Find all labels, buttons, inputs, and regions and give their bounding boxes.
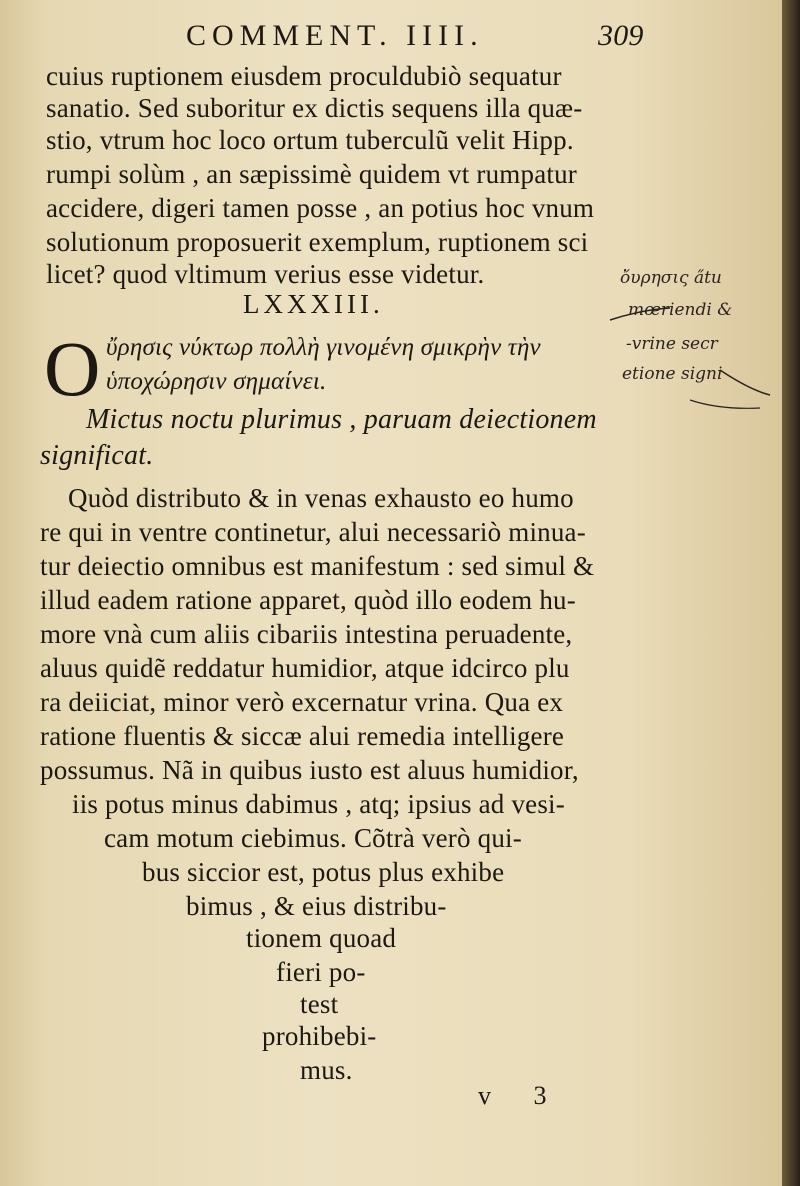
greek-text-line: ὑποχώρησιν σημαίνει. (106, 368, 327, 395)
commentary-line: fieri po- (276, 957, 366, 987)
text-line: sanatio. Sed suboritur ex dictis sequens illa quæ- (46, 93, 583, 123)
commentary-line: ratione fluentis & siccæ alui remedia intelligere (40, 721, 565, 751)
marginal-bracket (600, 280, 782, 420)
commentary-line: iis potus minus dabimus , atq; ipsius ad vesi- (72, 789, 565, 819)
signature-mark: v 3 (478, 1081, 565, 1110)
commentary-line: bus siccior est, potus plus exhibe (142, 857, 505, 887)
marginal-note: mœriendi & (628, 300, 733, 320)
text-line: cuius ruptionem eiusdem proculdubiò sequatur (46, 61, 562, 91)
greek-text-line: ὔρησις νύκτωρ πολλὴ γινομένη σμικρὴν τὴν (106, 334, 541, 361)
book-binding-edge (782, 0, 800, 1186)
commentary-line: ra deiiciat, minor verò excernatur vrina. Qua ex (40, 687, 564, 717)
aphorism-number: LXXXIII. (243, 289, 384, 319)
commentary-line: mus. (300, 1055, 353, 1085)
commentary-line: Quòd distributo & in venas exhausto eo humo (68, 483, 574, 513)
latin-aphorism-line: significat. (40, 440, 154, 471)
commentary-line: test (300, 989, 339, 1019)
drop-cap: O (44, 325, 101, 412)
commentary-line: tionem quoad (246, 923, 397, 953)
text-line: solutionum proposuerit exemplum, ruptionem sci (46, 227, 589, 257)
folio-number: 309 (598, 19, 644, 52)
commentary-line: bimus , & eius distribu- (186, 891, 447, 921)
latin-aphorism-line: Mictus noctu plurimus , paruam deiectionem (86, 404, 597, 435)
commentary-line: aluus quidẽ reddatur humidior, atque idcirco plu (40, 653, 570, 683)
commentary-line: tur deiectio omnibus est manifestum : sed simul & (40, 551, 595, 581)
text-line: accidere, digeri tamen posse , an potius hoc vnum (46, 193, 595, 223)
marginal-note: etione signi (622, 364, 723, 384)
commentary-line: possumus. Nã in quibus iusto est aluus humidior, (40, 755, 579, 785)
marginal-note: ὄυρησις a̋tu (620, 268, 722, 288)
commentary-line: prohibebi- (262, 1021, 377, 1051)
commentary-line: more vnà cum aliis cibariis intestina peruadente, (40, 619, 573, 649)
text-line: rumpi solùm , an sæpissimè quidem vt rumpatur (46, 159, 577, 189)
commentary-line: illud eadem ratione apparet, quòd illo eodem hu- (40, 585, 576, 615)
commentary-line: re qui in ventre continetur, alui necessariò minua- (40, 517, 586, 547)
text-line: licet? quod vltimum verius esse videtur. (46, 259, 485, 289)
running-title: COMMENT. IIII. (186, 19, 484, 52)
commentary-line: cam motum ciebimus. Cõtrà verò qui- (104, 823, 522, 853)
text-line: stio, vtrum hoc loco ortum tuberculũ velit Hipp. (46, 125, 574, 155)
marginal-note: -vrine secr (626, 334, 718, 354)
